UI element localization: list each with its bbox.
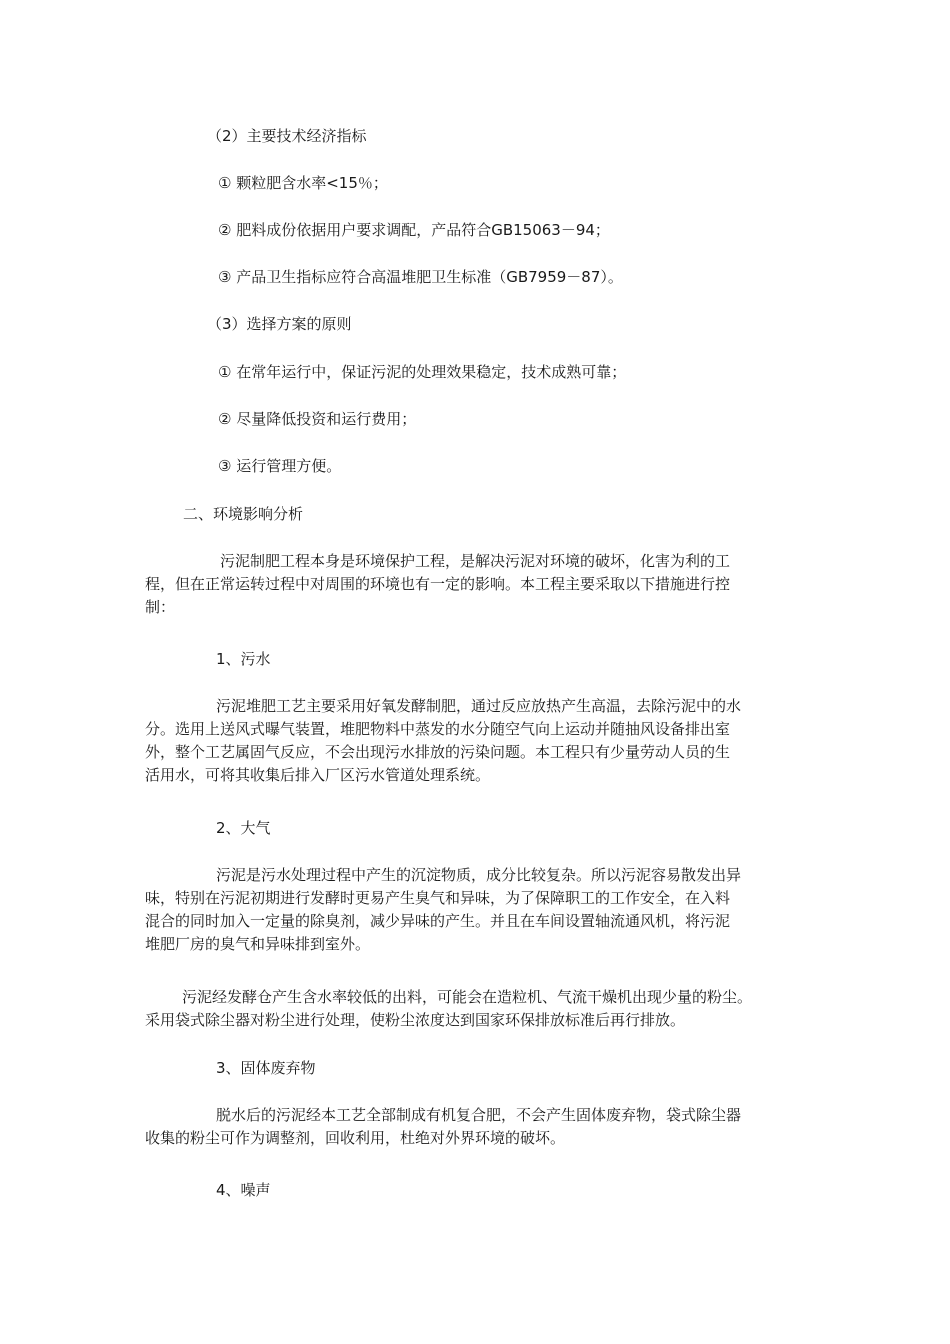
paragraph-line: 制： [145, 598, 176, 616]
paragraph-line: 味，特别在污泥初期进行发酵时更易产生臭气和异味，为了保障职工的工作安全，在入料 [145, 889, 731, 907]
dust-paragraph [145, 986, 825, 1032]
paragraph-line: 污泥经发酵仓产生含水率较低的出料，可能会在造粒机、气流干燥机出现少量的粉尘。 [182, 988, 753, 1006]
selection-principle-item: ③ 运行管理方便。 [218, 457, 342, 475]
selection-principle-item: ① 在常年运行中，保证污泥的处理效果稳定，技术成熟可靠； [218, 363, 627, 381]
paragraph-line: 堆肥厂房的臭气和异味排到室外。 [145, 935, 371, 953]
paragraph-line: 分。选用上送风式曝气装置，堆肥物料中蒸发的水分随空气向上运动并随抽风设备排出室 [145, 720, 731, 738]
env-intro-paragraph [145, 550, 805, 619]
paragraph-line: 污泥制肥工程本身是环境保护工程，是解决污泥对环境的破坏，化害为利的工 [220, 552, 731, 570]
tech-indicators-heading: （2）主要技术经济指标 [207, 127, 367, 145]
paragraph-line: 收集的粉尘可作为调整剂，回收利用，杜绝对外界环境的破坏。 [145, 1129, 566, 1147]
paragraph-line: 脱水后的污泥经本工艺全部制成有机复合肥，不会产生固体废弃物，袋式除尘器 [216, 1106, 742, 1124]
noise-heading: 4、噪声 [216, 1181, 271, 1199]
solid-waste-heading: 3、固体废弃物 [216, 1059, 316, 1077]
selection-principle-item: ② 尽量降低投资和运行费用； [218, 410, 417, 428]
paragraph-line: 污泥堆肥工艺主要采用好氧发酵制肥，通过反应放热产生高温，去除污泥中的水 [216, 697, 742, 715]
selection-principles-heading: （3）选择方案的原则 [207, 315, 352, 333]
air-paragraph [145, 864, 805, 956]
paragraph-line: 污泥是污水处理过程中产生的沉淀物质，成分比较复杂。所以污泥容易散发出异 [216, 866, 742, 884]
tech-indicator-item: ① 颗粒肥含水率<15％； [218, 174, 388, 192]
wastewater-heading: 1、污水 [216, 650, 271, 668]
paragraph-line: 采用袋式除尘器对粉尘进行处理，使粉尘浓度达到国家环保排放标准后再行排放。 [145, 1011, 686, 1029]
solid-waste-paragraph [145, 1104, 805, 1150]
paragraph-line: 程，但在正常运转过程中对周围的环境也有一定的影响。本工程主要采取以下措施进行控 [145, 575, 731, 593]
tech-indicator-item: ③ 产品卫生指标应符合高温堆肥卫生标准（GB7959－87）。 [218, 268, 623, 286]
tech-indicator-item: ② 肥料成份依据用户要求调配，产品符合GB15063－94； [218, 221, 610, 239]
paragraph-line: 外，整个工艺属固气反应，不会出现污水排放的污染问题。本工程只有少量劳动人员的生 [145, 743, 731, 761]
paragraph-line: 活用水，可将其收集后排入厂区污水管道处理系统。 [145, 766, 491, 784]
env-section-heading: 二、环境影响分析 [183, 505, 304, 523]
wastewater-paragraph [145, 695, 805, 787]
air-heading: 2、大气 [216, 819, 271, 837]
paragraph-line: 混合的同时加入一定量的除臭剂，减少异味的产生。并且在车间设置轴流通风机，将污泥 [145, 912, 731, 930]
